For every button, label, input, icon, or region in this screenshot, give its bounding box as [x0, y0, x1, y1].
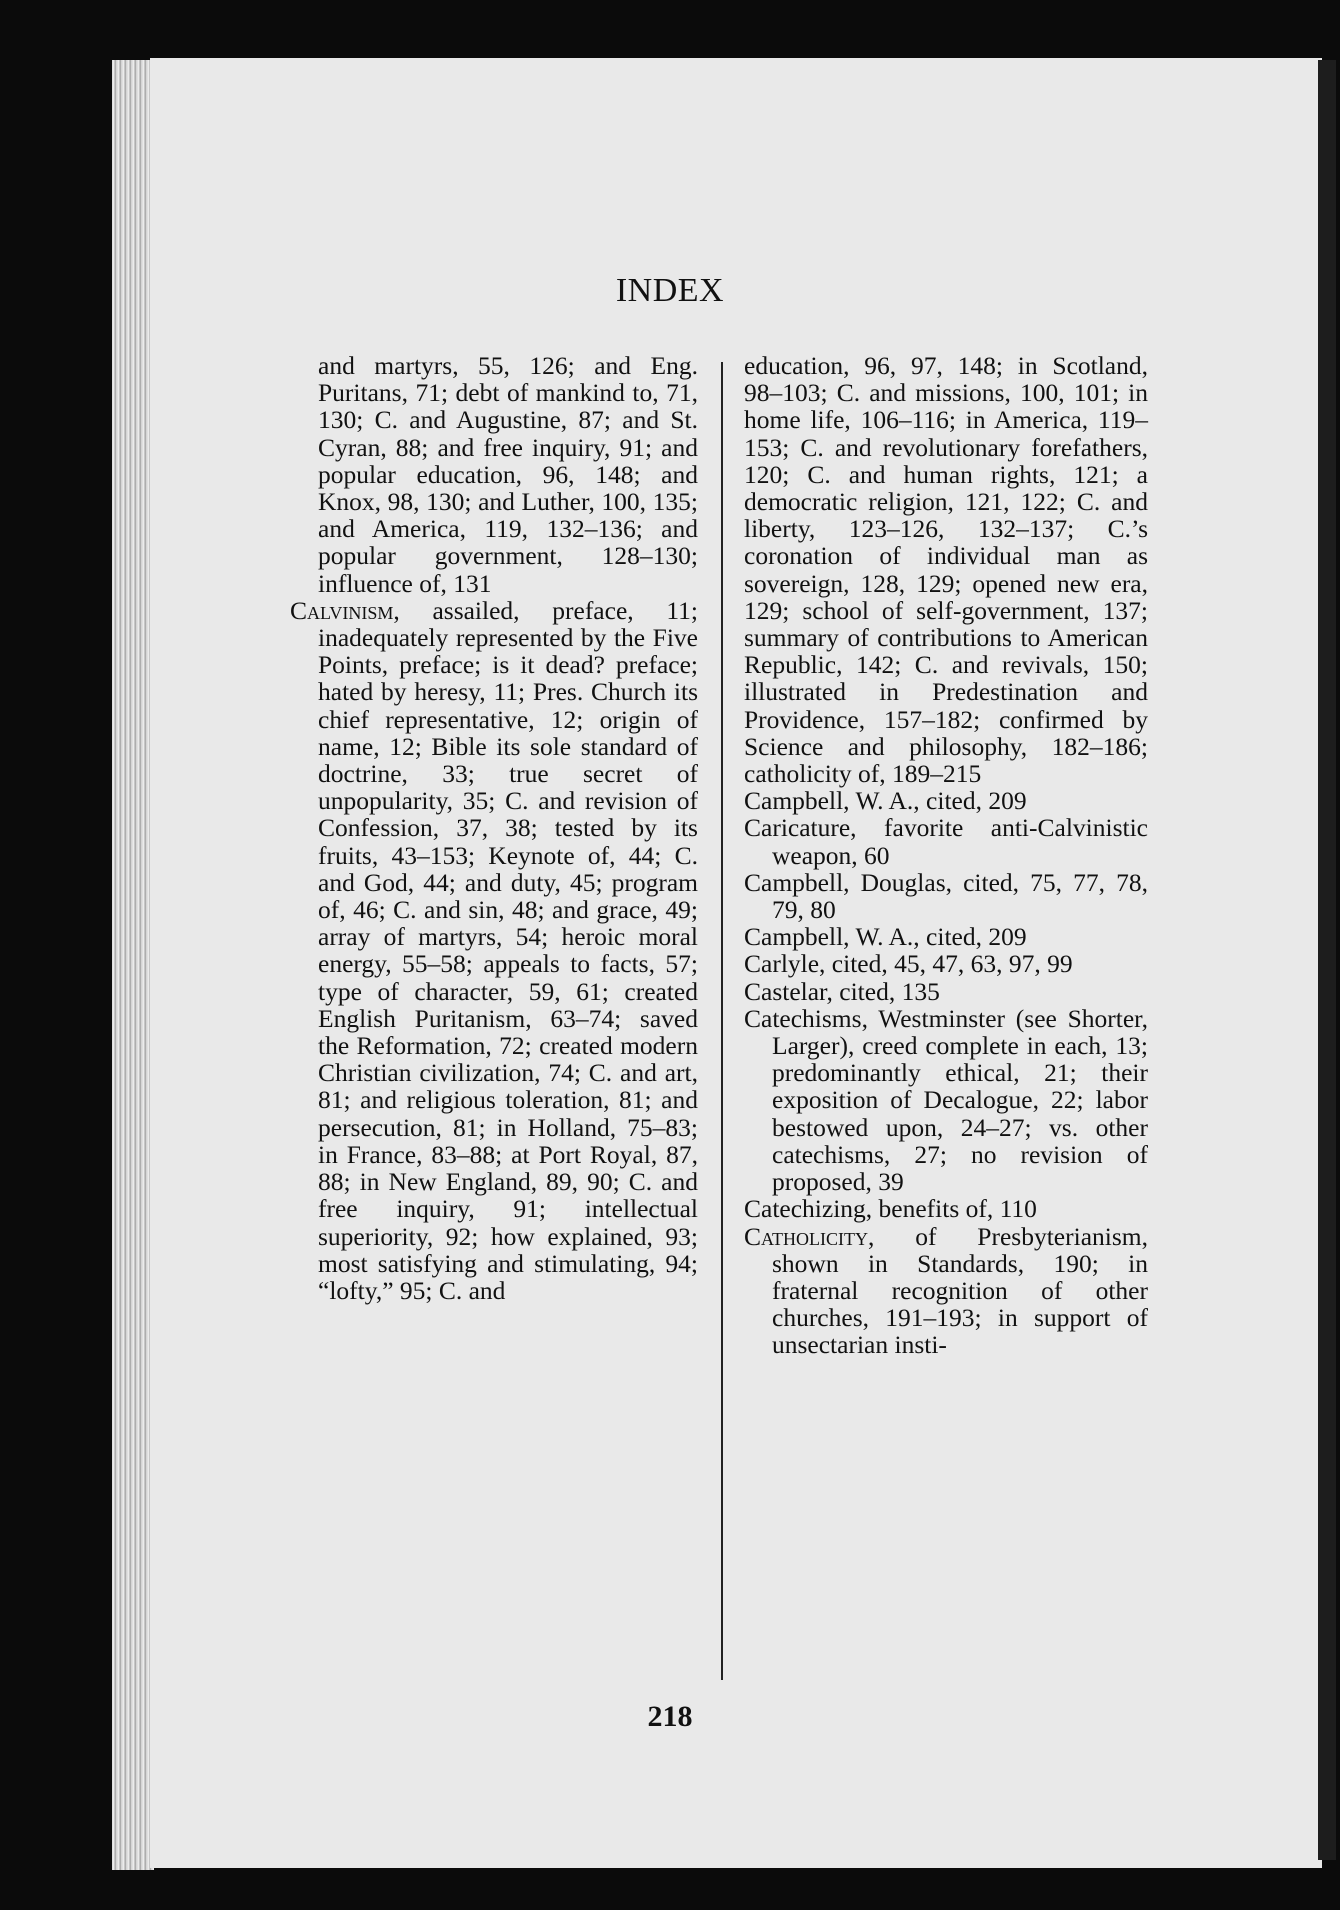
index-column-right	[744, 352, 1148, 1359]
index-entry: Carlyle, cited, 45, 47, 63, 97, 99	[744, 949, 1073, 979]
index-entry-calvinism	[290, 597, 698, 1304]
index-entry-continuation: and martyrs, 55, 126; and Eng. Puritans, 71; debt of mankind to, 71, 130; C. and Augustine, 87; and St. Cyran, 88; and free inquiry, 91; and popular education, 96, 148; and Knox, 98, 130; and Luther, 100, 135; and America, 119, 132–136; and popular government, 128–130; influence of, 131	[318, 351, 698, 598]
book-page-edges	[112, 60, 154, 1870]
index-entry: Campbell, Douglas, cited, 75, 77, 78, 79, 80	[744, 867, 1148, 925]
index-entry: Catechizing, benefits of, 110	[744, 1194, 1037, 1224]
index-entry: Caricature, favorite anti-Calvinistic weapon, 60	[744, 813, 1148, 870]
index-entry-head: Catholicity,	[744, 1221, 875, 1251]
index-entry-body: of Presbyterianism, shown in Standards, 190; in fraternal recognition of other churches, 191–193; in support of unsectarian insti-	[772, 1221, 1148, 1360]
index-entry: Catechisms, Westminster (see Shorter, Larger), creed complete in each, 13; predominantly ethical, 21; their exposition of Decalogue, 22; labor bestowed upon, 24–27; vs. other catechisms, 27; no revision of proposed, 39	[744, 1003, 1148, 1197]
index-entry: Campbell, W. A., cited, 209	[744, 786, 1027, 816]
index-entry: Castelar, cited, 135	[744, 976, 940, 1006]
page-number: 218	[647, 1700, 693, 1733]
column-divider	[721, 362, 723, 1680]
index-entry-head: Calvinism,	[290, 595, 400, 625]
index-column-left	[290, 352, 698, 1304]
index-entry: Campbell, W. A., cited, 209	[744, 922, 1027, 952]
index-entry-catholicity	[744, 1223, 1148, 1359]
index-entry-continuation: education, 96, 97, 148; in Scotland, 98–103; C. and missions, 100, 101; in home life, 106–116; in America, 119–153; C. and revolutionary forefathers, 120; C. and human rights, 121; a democratic religion, 121, 122; C. and liberty, 123–126, 132–137; C.’s coronation of individual man as sovereign, 128, 129; opened new era, 129; school of self-government, 137; summary of contributions to American Republic, 142; C. and revivals, 150; illustrated in Predestination and Providence, 157–182; confirmed by Science and philosophy, 182–186; catholicity of, 189–215	[744, 351, 1148, 789]
book-cover-edge	[1318, 60, 1336, 1860]
index-entry-body: assailed, preface, 11; inadequately represented by the Five Points, preface; is it dead? preface; hated by heresy, 11; Pres. Church its chief representative, 12; origin of name, 12; Bible its sole standard of doctrine, 33; true secret of unpopularity, 35; C. and revision of Confession, 37, 38; tested by its fruits, 43–153; Keynote of, 44; C. and God, 44; and duty, 45; program of, 46; C. and sin, 48; and grace, 49; array of martyrs, 54; heroic moral energy, 55–58; appeals to facts, 57; type of character, 59, 61; created English Puritanism, 63–74; saved the Reformation, 72; created modern Christian civilization, 74; C. and art, 81; and religious toleration, 81; and persecution, 81; in Holland, 75–83; in France, 83–88; at Port Royal, 87, 88; in New England, 89, 90; C. and free inquiry, 91; intellectual superiority, 92; how explained, 93; most satisfying and stimulating, 94; “lofty,” 95; C. and	[318, 595, 698, 1305]
page-title: INDEX	[615, 272, 725, 309]
